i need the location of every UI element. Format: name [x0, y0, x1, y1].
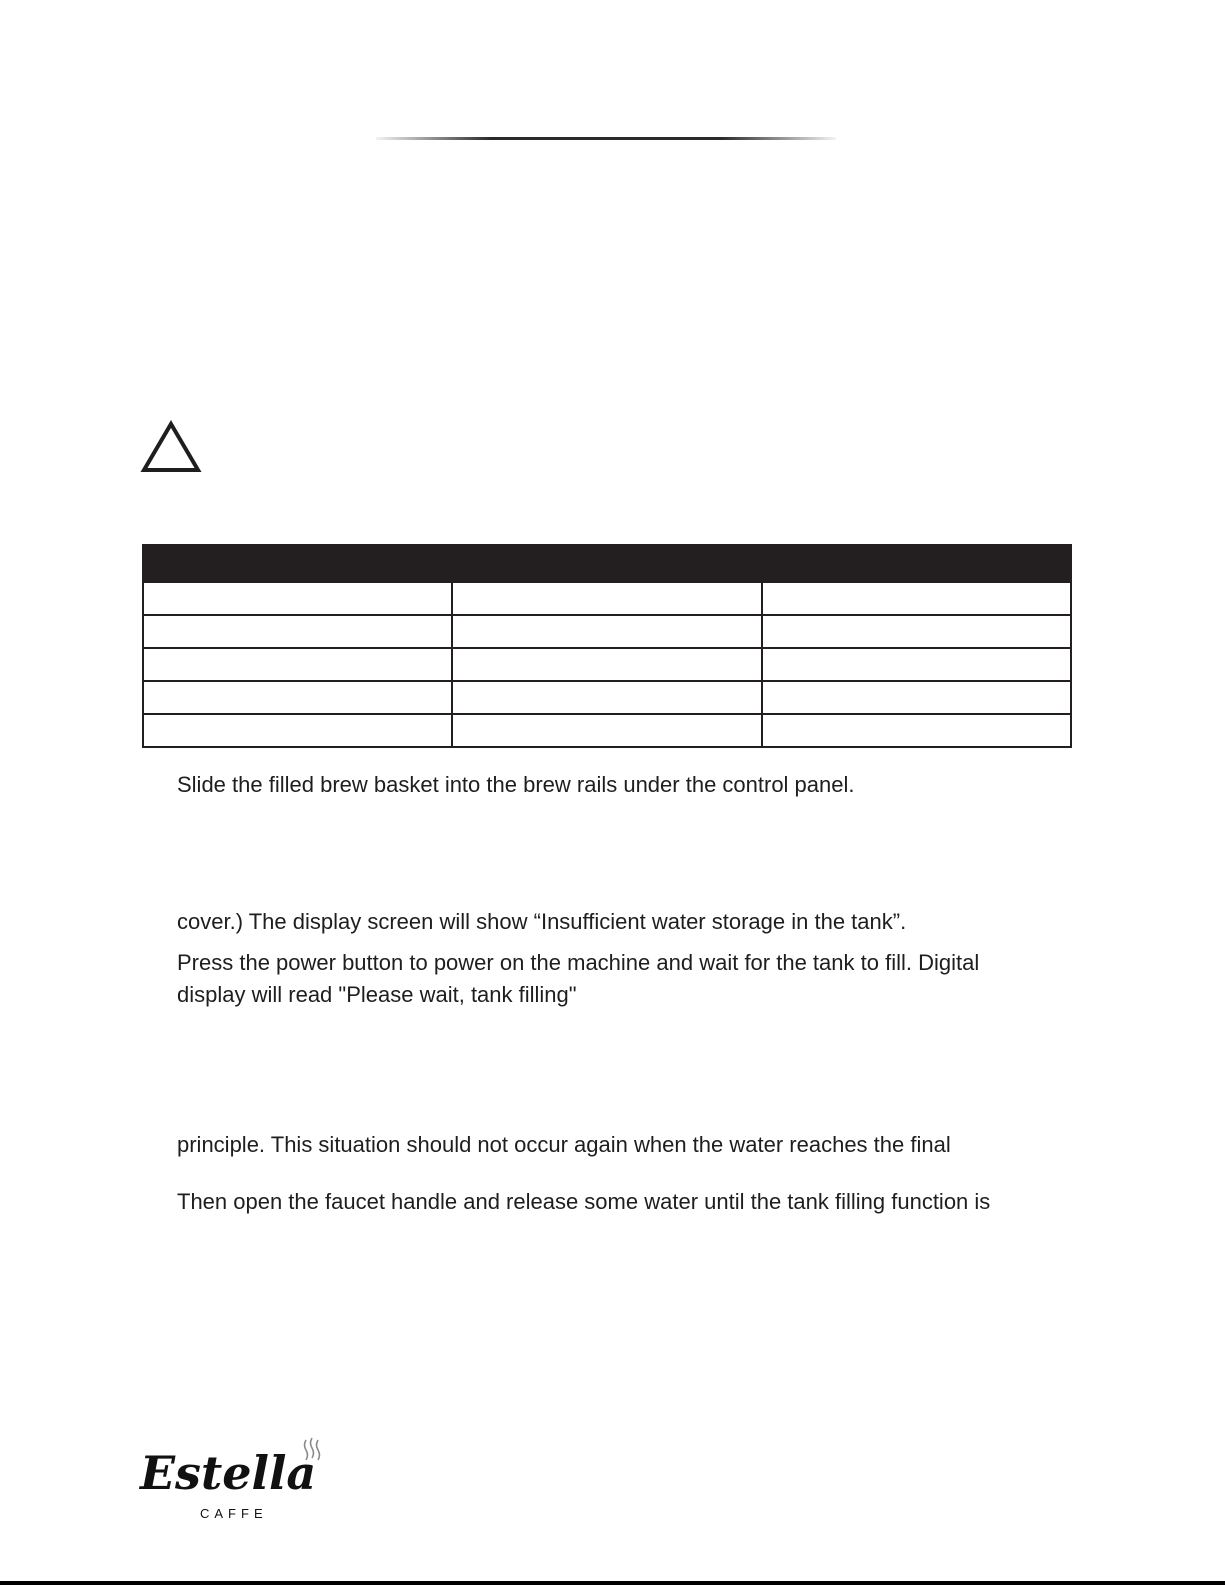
table-header-cell	[143, 545, 452, 582]
warning-triangle-icon	[140, 420, 202, 474]
page-bottom-rule	[0, 1581, 1225, 1585]
instruction-principle: principle. This situation should not occur again when the water reaches the final	[177, 1132, 951, 1157]
table-cell	[452, 648, 761, 681]
title-underline	[376, 137, 836, 140]
instruction-faucet: Then open the faucet handle and release some water until the tank filling function is	[177, 1189, 991, 1214]
table-cell	[143, 648, 452, 681]
table-cell	[762, 582, 1071, 615]
table-cell	[143, 582, 452, 615]
table-cell	[452, 714, 761, 747]
instruction-power-on-line2: display will read "Please wait, tank filling"	[177, 982, 577, 1007]
specifications-table	[142, 544, 1072, 748]
logo-brand-text: Estella	[140, 1446, 317, 1500]
estella-caffe-logo	[138, 1432, 338, 1522]
instruction-display-warning: cover.) The display screen will show “Insufficient water storage in the tank”.	[177, 909, 907, 934]
table-header-cell	[762, 545, 1071, 582]
table-cell	[452, 582, 761, 615]
logo-sub-text: CAFFE	[200, 1506, 268, 1521]
instruction-power-on-line1: Press the power button to power on the machine and wait for the tank to fill. Digital	[177, 950, 980, 975]
table-row	[143, 615, 1071, 648]
table-header-cell	[452, 545, 761, 582]
table-cell	[143, 615, 452, 648]
table-row	[143, 648, 1071, 681]
table-row	[143, 681, 1071, 714]
table-cell	[762, 714, 1071, 747]
table-cell	[452, 681, 761, 714]
table-cell	[143, 681, 452, 714]
table-header-row	[143, 545, 1071, 582]
table-row	[143, 714, 1071, 747]
table-cell	[452, 615, 761, 648]
table-cell	[143, 714, 452, 747]
table-row	[143, 582, 1071, 615]
instruction-brew-basket: Slide the filled brew basket into the brew rails under the control panel.	[177, 772, 855, 797]
table-cell	[762, 648, 1071, 681]
table-cell	[762, 615, 1071, 648]
table-cell	[762, 681, 1071, 714]
